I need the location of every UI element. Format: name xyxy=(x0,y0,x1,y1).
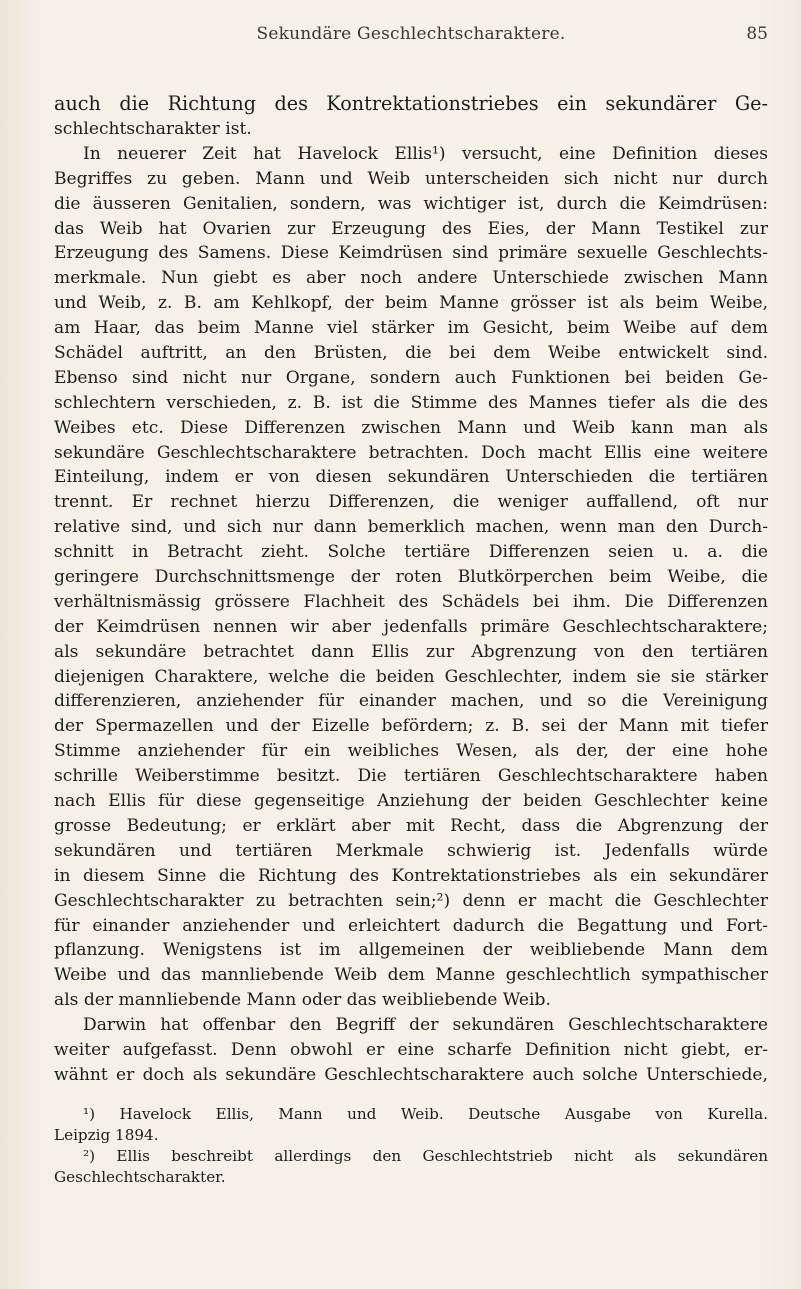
text-line: Einteilung, indem er von diesen sekundären Unterschieden die tertiären xyxy=(54,467,768,488)
text-line: und Weib, z. B. am Kehlkopf, der beim Manne grösser ist als beim Weibe, xyxy=(54,293,768,314)
text-line: Begriffes zu geben. Mann und Weib unterscheiden sich nicht nur durch xyxy=(54,168,768,189)
text-line: nach Ellis für diese gegenseitige Anziehung der beiden Geschlechter keine xyxy=(54,791,768,812)
text-line: geringere Durchschnittsmenge der roten Blutkörperchen beim Weibe, die xyxy=(54,567,768,588)
page-header xyxy=(54,24,768,46)
text-line: der Spermazellen und der Eizelle befördern; z. B. sei der Mann mit tiefer xyxy=(54,716,768,737)
footnote-line: ²) Ellis beschreibt allerdings den Geschlechtstrieb nicht als sekundären xyxy=(83,1147,768,1165)
text-line: in diesem Sinne die Richtung des Kontrektationstriebes als ein sekundärer xyxy=(54,865,768,886)
text-line: das Weib hat Ovarien zur Erzeugung des Eies, der Mann Testikel zur xyxy=(54,218,768,239)
text-line: Stimme anziehender für ein weibliches Wesen, als der, der eine hohe xyxy=(54,741,768,762)
text-line: Schädel auftritt, an den Brüsten, die bei dem Weibe entwickelt sind. xyxy=(54,343,768,364)
text-line: als sekundäre betrachtet dann Ellis zur Abgrenzung von den tertiären xyxy=(54,641,768,662)
text-line: trennt. Er rechnet hierzu Differenzen, die weniger auffallend, oft nur xyxy=(54,492,768,513)
text-line: differenzieren, anziehender für einander machen, und so die Vereinigung xyxy=(54,691,768,712)
text-line: Ebenso sind nicht nur Organe, sondern auch Funktionen bei beiden Ge- xyxy=(54,367,768,388)
running-head: Sekundäre Geschlechtscharaktere. xyxy=(256,24,566,44)
text-line: Weibes etc. Diese Differenzen zwischen Mann und Weib kann man als xyxy=(54,417,768,438)
text-line: In neuerer Zeit hat Havelock Ellis¹) versucht, eine Definition dieses xyxy=(83,143,768,164)
text-line: schlechtern verschieden, z. B. ist die Stimme des Mannes tiefer als die des xyxy=(54,392,768,413)
body-text xyxy=(54,90,768,1088)
text-line: wähnt er doch als sekundäre Geschlechtscharaktere auch solche Unterschiede, xyxy=(54,1064,768,1085)
text-line: auch die Richtung des Kontrektationstriebes ein sekundärer Ge- xyxy=(54,92,768,115)
text-line: Weibe und das mannliebende Weib dem Manne geschlechtlich sympathischer xyxy=(54,965,768,986)
text-line: pflanzung. Wenigstens ist im allgemeinen der weibliebende Mann dem xyxy=(54,940,768,961)
text-line: relative sind, und sich nur dann bemerklich machen, wenn man den Durch- xyxy=(54,517,768,538)
text-line: der Keimdrüsen nennen wir aber jedenfalls primäre Geschlechtscharaktere; xyxy=(54,616,768,637)
footnote-line: ¹) Havelock Ellis, Mann und Weib. Deutsche Ausgabe von Kurella. xyxy=(83,1105,768,1123)
text-line: die äusseren Genitalien, sondern, was wichtiger ist, durch die Keimdrüsen: xyxy=(54,193,768,214)
text-line: Darwin hat offenbar den Begriff der sekundären Geschlechtscharaktere xyxy=(83,1015,768,1036)
text-line: weiter aufgefasst. Denn obwohl er eine scharfe Definition nicht giebt, er- xyxy=(54,1039,768,1060)
text-line: merkmale. Nun giebt es aber noch andere Unterschiede zwischen Mann xyxy=(54,268,768,289)
text-line: Erzeugung des Samens. Diese Keimdrüsen sind primäre sexuelle Geschlechts- xyxy=(54,243,768,264)
footnotes xyxy=(54,1104,768,1188)
text-line: schlechtscharakter ist. xyxy=(54,119,252,139)
text-line: schrille Weiberstimme besitzt. Die tertiären Geschlechtscharaktere haben xyxy=(54,766,768,787)
footnote-line: Geschlechtscharakter. xyxy=(54,1168,226,1186)
text-line: schnitt in Betracht zieht. Solche tertiäre Differenzen seien u. a. die xyxy=(54,542,768,563)
page-number: 85 xyxy=(746,24,768,44)
text-line: am Haar, das beim Manne viel stärker im Gesicht, beim Weibe auf dem xyxy=(54,318,768,339)
footnote-line: Leipzig 1894. xyxy=(54,1126,159,1144)
text-line: sekundären und tertiären Merkmale schwierig ist. Jedenfalls würde xyxy=(54,840,768,861)
text-line: Geschlechtscharakter zu betrachten sein;²) denn er macht die Geschlechter xyxy=(54,890,768,911)
text-line: sekundäre Geschlechtscharaktere betrachten. Doch macht Ellis eine weitere xyxy=(54,442,768,463)
text-line: verhältnismässig grössere Flachheit des Schädels bei ihm. Die Differenzen xyxy=(54,591,768,612)
text-line: als der mannliebende Mann oder das weibliebende Weib. xyxy=(54,990,551,1011)
text-line: grosse Bedeutung; er erklärt aber mit Recht, dass die Abgrenzung der xyxy=(54,815,768,836)
text-line: diejenigen Charaktere, welche die beiden Geschlechter, indem sie sie stärker xyxy=(54,666,768,687)
text-line: für einander anziehender und erleichtert dadurch die Begattung und Fort- xyxy=(54,915,768,936)
